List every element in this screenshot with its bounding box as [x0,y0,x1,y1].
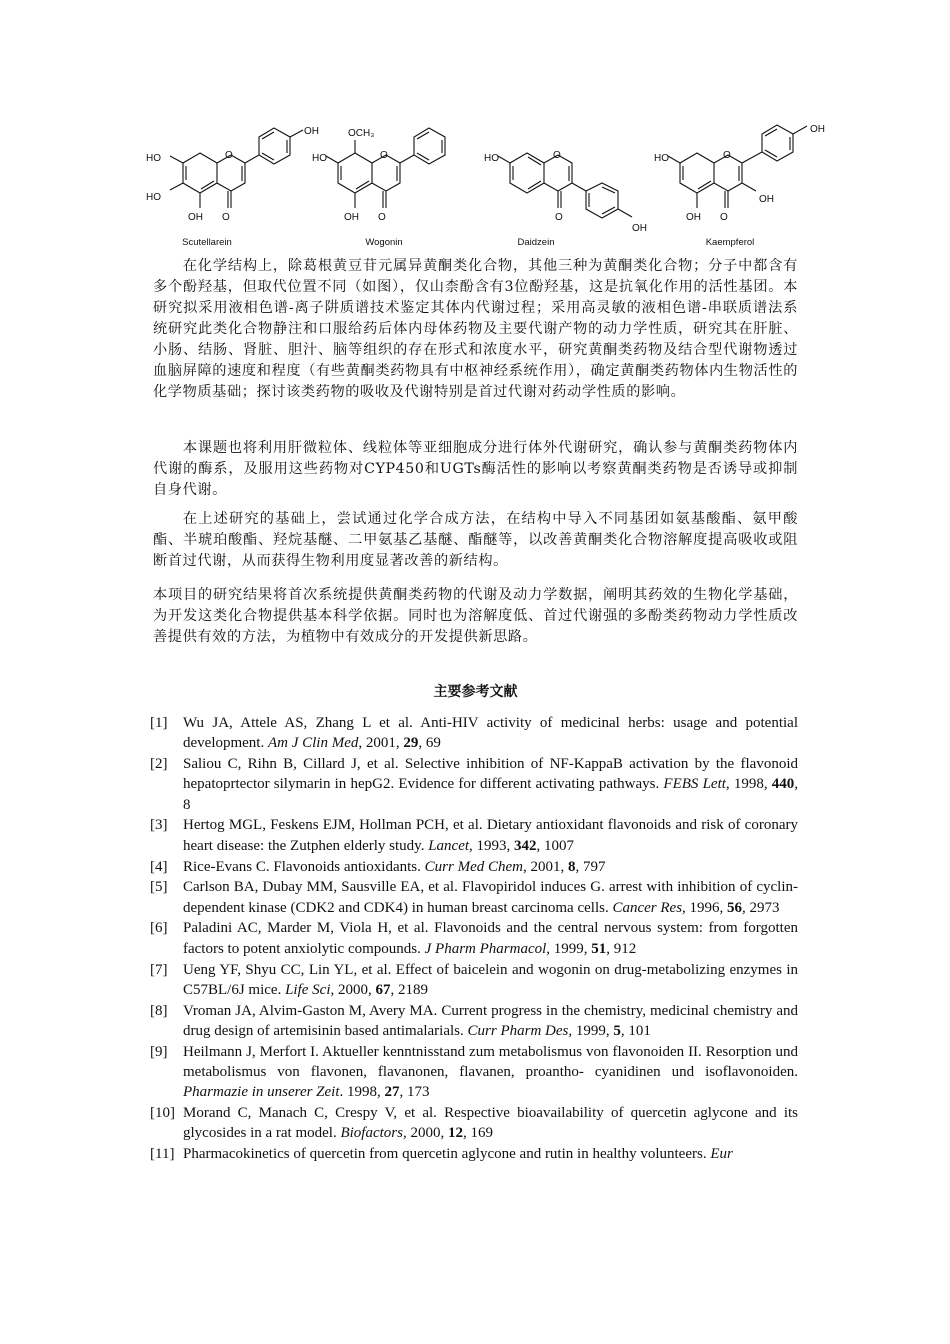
ref-number: [11] [150,1146,175,1163]
ho-label: HO [146,192,161,203]
ref-text: Paladini AC, Marder M, Viola H, et al. Flavonoids and the central nervous system: from forgotten factors to potent anxiolytic compounds. J Pharm Pharmacol, 1999, 51, 912 [183,920,798,957]
carbonyl-o-label: O [720,212,728,223]
reference-item [150,713,798,754]
daidzein-drawing [482,118,662,236]
ref-number: [8] [150,1002,168,1019]
oh-label: OH [632,223,647,234]
reference-item [150,960,798,1001]
oh-label: OH [810,124,825,135]
ref-number: [1] [150,715,168,731]
ref-text: Hertog MGL, Feskens EJM, Hollman PCH, et al. Dietary antioxidant flavonoids and risk of coronary heart disease: the Zutphen elderly study. Lancet, 1993, 342, 1007 [183,817,798,854]
ref-text: Ueng YF, Shyu CC, Lin YL, et al. Effect of baicelein and wogonin on drug-metabolizing enzymes in C57BL/6J mice. Life Sci, 2000, 67, 2189 [183,961,798,998]
ref-number: [9] [150,1043,168,1060]
paragraph-1: 在化学结构上，除葛根黄豆苷元属异黄酮类化合物，其他三种为黄酮类化合物；分子中都含有多个酚羟基，但取代位置不同（如图），仅山柰酚含有3位酚羟基，这是抗氧化作用的活性基团。本研究拟采用液相色谱-离子阱质谱技术鉴定其体内代谢过程；采用高灵敏的液相色谱-串联质谱法系统研究此类化合物静注和口服给药后体内母体药物及主要代谢产物的动力学性质，研究其在肝脏、小肠、结肠、肾脏、胆汁、脑等组织的存在形式和浓度水平，研究黄酮类药物及结合型代谢物透过血脑屏障的速度和程度（有些黄酮类药物具有中枢神经系统作用），确定黄酮类药物体内生物活性的化学物质基础；探讨该类药物的吸收及代谢特别是首过代谢对药动学性质的影响。 [153,258,798,400]
ho-label: HO [484,153,499,164]
ring-o-label: O [553,150,561,161]
ref-number: [6] [150,920,168,937]
paragraph-3: 在上述研究的基础上，尝试通过化学合成方法，在结构中导入不同基团如氨基酸酯、氨甲酸酯、半琥珀酸酯、羟烷基醚、二甲氨基乙基醚、酯醚等，以改善黄酮类化合物溶解度提高吸收或阻断首过代谢，从而获得生物利用度显著改善的新结构。 [153,511,798,569]
ref-text: Rice-Evans C. Flavonoids antioxidants. Curr Med Chem, 2001, 8, 797 [183,858,606,875]
ref-text: Heilmann J, Merfort I. Aktueller kenntnisstand zum metabolismus von flavonoiden II. Resorption und metabolismus von flavonen, flavanonen, flavanen, proantho- cyanidinen und isoflavonoiden. Pharmazie in unserer Zeit. 1998, 27, 173 [183,1043,798,1101]
ref-number: [7] [150,961,168,978]
reference-item [150,1103,798,1144]
ring-o-label: O [723,150,731,161]
reference-item [150,877,798,918]
ref-text: Saliou C, Rihn B, Cillard J, et al. Selective inhibition of NF-KappaB activation by the flavonoid hepatoprtector silymarin in hepG2. Evidence for different activating pathways. FEBS Lett, 1998, 440, 8 [183,756,799,813]
kaempferol-drawing [652,118,837,236]
wogonin-drawing [310,118,490,236]
reference-item [150,918,798,959]
reference-item [150,1144,798,1164]
references-heading: 主要参考文献 [433,684,518,700]
oh-label: OH [188,212,203,223]
carbonyl-o-label: O [378,212,386,223]
compound-name-daidzein: Daidzein [517,237,555,248]
ref-text: Pharmacokinetics of quercetin from quercetin aglycone and rutin in healthy volunteers. Eur [183,1146,733,1163]
carbonyl-o-label: O [222,212,230,223]
reference-item [150,857,798,877]
oh-label: OH [686,212,701,223]
och3-label: OCH₃ [348,128,375,139]
compound-name-kaempferol: Kaempferol [705,237,755,248]
compound-name-wogonin: Wogonin [365,237,403,248]
oh-label: OH [344,212,359,223]
structure-wogonin [310,118,490,240]
oh-label: OH [304,126,319,137]
ring-o-label: O [380,150,388,161]
ho-label: HO [312,153,327,164]
structure-scutellarein [140,118,320,240]
ref-text: Vroman JA, Alvim-Gaston M, Avery MA. Current progress in the chemistry, medicinal chemistry and drug design of artemisinin based antimalarials. Curr Pharm Des, 1999, 5, 101 [183,1002,798,1039]
structure-daidzein [482,118,662,240]
reference-item [150,815,798,856]
ref-number: [2] [150,756,168,773]
paragraph-4: 本项目的研究结果将首次系统提供黄酮类药物的代谢及动力学数据，阐明其药效的生物化学基础，为开发这类化合物提供基本科学依据。同时也为溶解度低、首过代谢强的多酚类药物动力学性质改善提供有效的方法，为植物中有效成分的开发提供新思路。 [153,587,798,645]
reference-item [150,754,798,815]
paragraph-2: 本课题也将利用肝微粒体、线粒体等亚细胞成分进行体外代谢研究，确认参与黄酮类药物体内代谢的酶系，及服用这些药物对CYP450和UGTs酶活性的影响以考察黄酮类药物是否诱导或抑制自身代谢。 [153,440,798,498]
ref-number: [10] [150,1105,175,1122]
structure-kaempferol [652,118,837,240]
ref-number: [5] [150,879,168,896]
oh-label: OH [759,194,774,205]
carbonyl-o-label: O [555,212,563,223]
compound-name-scutellarein: Scutellarein [182,237,232,248]
ho-label: HO [654,153,669,164]
ref-text: Carlson BA, Dubay MM, Sausville EA, et al. Flavopiridol induces G. arrest with inhibition of cyclin-dependent kinase (CDK2 and CDK4) in human breast carcinoma cells. Cancer Res, 1996, 56, 2973 [183,879,798,916]
reference-item [150,1042,798,1103]
ho-label: HO [146,153,161,164]
ref-number: [3] [150,817,168,834]
ref-number: [4] [150,858,168,875]
reference-list [150,713,798,1165]
scutellarein-drawing [140,118,320,236]
reference-item [150,1001,798,1042]
ref-text: Morand C, Manach C, Crespy V, et al. Respective bioavailability of quercetin aglycone and its glycosides in a rat model. Biofactors, 2000, 12, 169 [183,1105,798,1142]
ring-o-label: O [225,150,233,161]
ref-text: Wu JA, Attele AS, Zhang L et al. Anti-HIV activity of medicinal herbs: usage and potential development. Am J Clin Med, 2001, 29, 69 [183,715,798,752]
